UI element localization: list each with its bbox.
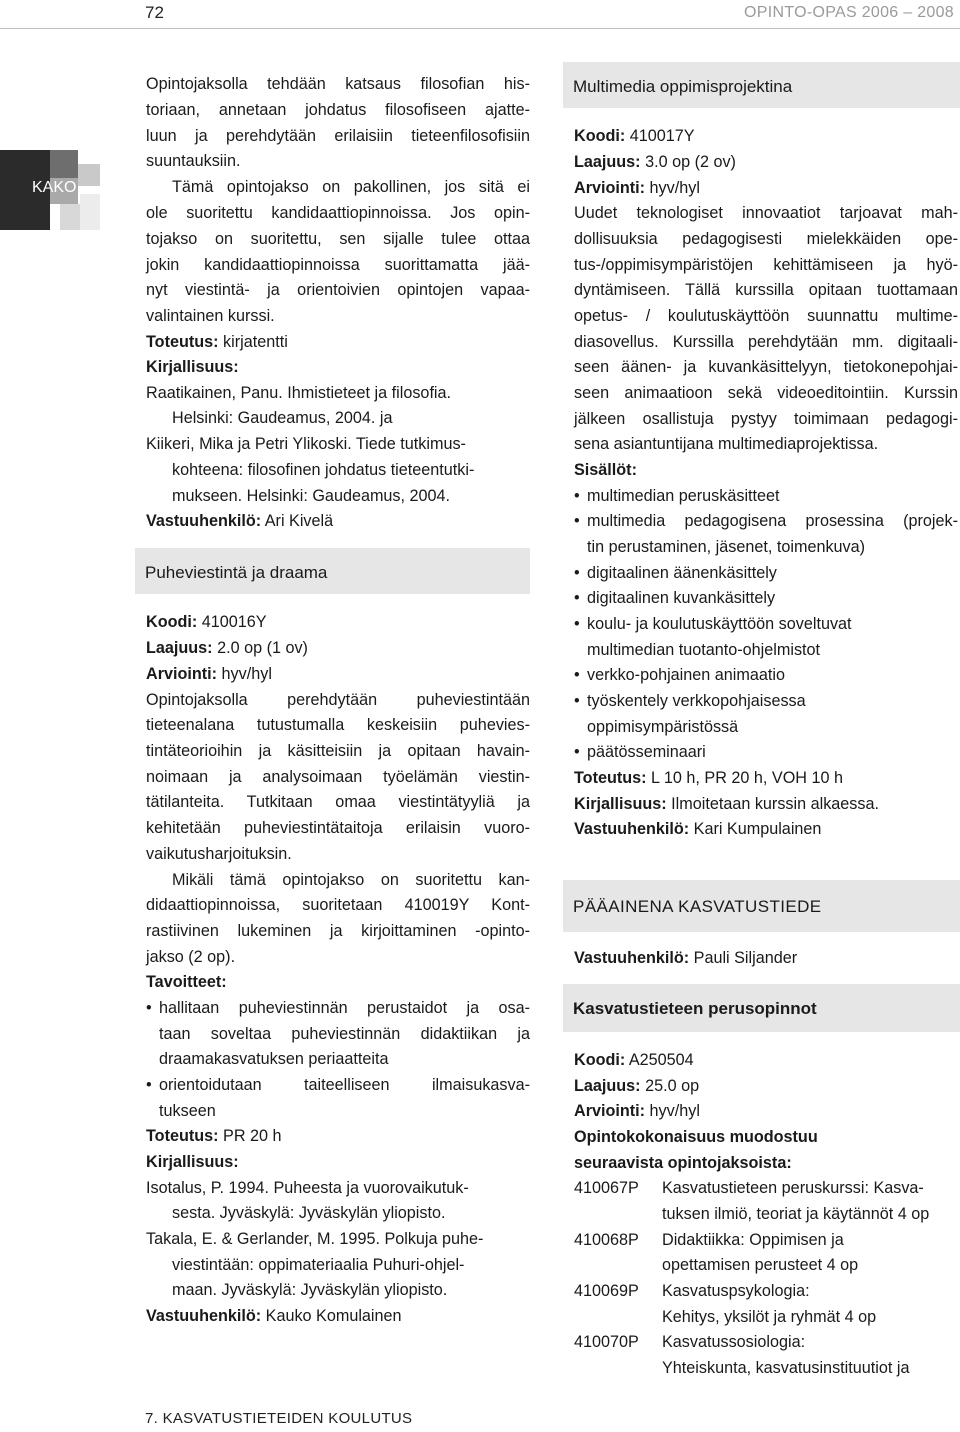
arviointi-value: hyv/hyl (221, 665, 272, 683)
tavoitteet-label: Tavoitteet: (146, 973, 227, 991)
description-line: Mikäli tämä opintojakso on suoritettu kan- (172, 871, 530, 889)
course-name: opettamisen perusteet 4 op (662, 1256, 859, 1274)
toteutus-label: Toteutus: (574, 769, 647, 787)
vastuuhenkilo-label: Vastuuhenkilö: (574, 949, 690, 967)
laajuus-row (574, 150, 736, 176)
description-line: rastiivinen lukeminen ja kirjoittaminen -opinto- (146, 922, 530, 940)
course-name: Didaktiikka: Oppimisen ja (662, 1231, 844, 1249)
intro-line: Opintojaksolla tehdään katsaus filosofian his- (146, 75, 530, 93)
kirjallisuus-value: Ilmoitetaan kurssin alkaessa. (671, 795, 879, 813)
toteutus-row (146, 1124, 282, 1150)
laajuus-label: Laajuus: (146, 639, 213, 657)
description-line: kehitetään puheviestintätaitoja erilaisin vuoro- (146, 819, 530, 837)
goal-line: draamakasvatuksen periaatteita (159, 1050, 389, 1068)
intro-line: Tämä opintojakso on pakollinen, jos sitä ei (172, 178, 530, 196)
koodi-value: 410017Y (629, 127, 695, 145)
koodi-label: Koodi: (146, 613, 198, 631)
vastuuhenkilo-row (146, 1304, 402, 1330)
description-line: vaikutusharjoituksin. (146, 845, 292, 863)
basic-studies-title: Kasvatustieteen perusopinnot (573, 999, 817, 1018)
content-item: • verkko-pohjainen animaatio (587, 663, 785, 689)
intro-line: suuntauksiin. (146, 152, 241, 170)
course-heading-bar (563, 62, 960, 108)
description-line: didaattiopinnoissa, suoritetaan 410019Y Kont- (146, 896, 530, 914)
major-title: PÄÄAINENA KASVATUSTIEDE (573, 897, 822, 916)
literature-line: viestintään: oppimateriaalia Puhuri-ohjel- (172, 1256, 465, 1274)
footer-chapter: 7. KASVATUSTIETEIDEN KOULUTUS (145, 1410, 413, 1427)
content-item: • multimedia pedagogisena prosessina (projek- (587, 509, 958, 535)
goal-line: tukseen (159, 1102, 216, 1120)
description-line: seen animaatioon sekä videoeditointiin. Kurssin (574, 384, 958, 402)
arviointi-label: Arviointi: (574, 179, 646, 197)
koodi-label: Koodi: (574, 127, 626, 145)
page-number: 72 (145, 3, 164, 22)
description-line: jakso (2 op). (146, 948, 236, 966)
vastuuhenkilo-label: Vastuuhenkilö: (574, 820, 690, 838)
koodi-value: 410016Y (201, 613, 267, 631)
literature-line: sesta. Jyväskylä: Jyväskylän yliopisto. (172, 1204, 446, 1222)
intro-line: toriaan, annetaan johdatus filosofiseen ajatte- (146, 101, 530, 119)
description-line: seen äänen- ja kuvankäsittelyyn, tietokonepohjai- (574, 358, 958, 376)
side-section-label: KAKO (32, 179, 77, 196)
intro-line: valintainen kurssi. (146, 307, 275, 325)
literature-line: mukseen. Helsinki: Gaudeamus, 2004. (172, 487, 451, 505)
literature-line: Kiikeri, Mika ja Petri Ylikoski. Tiede tutkimus- (146, 435, 466, 453)
arviointi-label: Arviointi: (574, 1102, 646, 1120)
course-name: Yhteiskunta, kasvatusinstituutiot ja (662, 1359, 910, 1377)
description-line: tieteenalana tutustumalla keskeisiin puhevies- (146, 716, 530, 734)
koodi-row (146, 610, 267, 636)
content-line: oppimisympäristössä (587, 718, 739, 736)
header-divider (0, 28, 960, 29)
course-code: 410067P (574, 1179, 639, 1197)
toteutus-value: kirjatentti (223, 333, 288, 351)
toteutus-value: L 10 h, PR 20 h, VOH 10 h (651, 769, 843, 787)
koodi-label: Koodi: (574, 1051, 626, 1069)
basic-studies-heading-bar (563, 984, 960, 1032)
arviointi-label: Arviointi: (146, 665, 218, 683)
course-name: Kasvatuspsykologia: (662, 1282, 810, 1300)
kirjallisuus-label: Kirjallisuus: (146, 1153, 239, 1171)
laajuus-value: 2.0 op (1 ov) (217, 639, 308, 657)
content-line: multimedian tuotanto-ohjelmistot (587, 641, 821, 659)
intro-line: tojakso on suoritettu, sen sijalle tulee ottaa (146, 230, 530, 248)
laajuus-label: Laajuus: (574, 153, 641, 171)
laajuus-value: 3.0 op (2 ov) (645, 153, 736, 171)
content-item: • koulu- ja koulutuskäyttöön soveltuvat (587, 612, 852, 638)
toteutus-value: PR 20 h (223, 1127, 282, 1145)
literature-line: maan. Jyväskylä: Jyväskylän yliopisto. (172, 1281, 448, 1299)
intro-line: jokin kandidaattiopinnoissa suorittamatta jää- (146, 256, 530, 274)
goal-item: • hallitaan puheviestinnän perustaidot ja osa- (159, 996, 530, 1022)
arviointi-row (146, 662, 272, 688)
description-line: noimaan ja analysoimaan työelämän viestin- (146, 768, 530, 786)
vastuuhenkilo-label: Vastuuhenkilö: (146, 512, 262, 530)
arviointi-row (574, 176, 700, 202)
course-name: tuksen ilmiö, teoriat ja käytännöt 4 op (662, 1205, 930, 1223)
literature-line: Helsinki: Gaudeamus, 2004. ja (172, 409, 393, 427)
arviointi-row (574, 1099, 700, 1125)
content-item: • multimedian peruskäsitteet (587, 484, 780, 510)
intro-line: ole suoritettu kandidaattiopinnoissa. Jos opin- (146, 204, 530, 222)
course-name: Kehitys, yksilöt ja ryhmät 4 op (662, 1308, 877, 1326)
toteutus-row (146, 330, 288, 356)
sisallot-label: Sisällöt: (574, 461, 637, 479)
intro-line: luun ja perehdytään erilaisiin tieteenfilosofisiin (146, 127, 530, 145)
description-line: sena asiantuntijana multimediaprojektissa. (574, 435, 879, 453)
vastuuhenkilo-row (574, 946, 797, 972)
content-item: • päätösseminaari (587, 740, 706, 766)
consists-heading: seuraavista opintojaksoista: (574, 1154, 792, 1172)
literature-line: Takala, E. & Gerlander, M. 1995. Polkuja puhe- (146, 1230, 484, 1248)
laajuus-label: Laajuus: (574, 1077, 641, 1095)
koodi-value: A250504 (628, 1051, 694, 1069)
arviointi-value: hyv/hyl (649, 1102, 700, 1120)
course-code: 410070P (574, 1333, 639, 1351)
consists-heading: Opintokokonaisuus muodostuu (574, 1128, 818, 1146)
toteutus-label: Toteutus: (146, 1127, 219, 1145)
toteutus-row (574, 766, 843, 792)
kirjallisuus-label: Kirjallisuus: (574, 795, 667, 813)
literature-line: Raatikainen, Panu. Ihmistieteet ja filosofia. (146, 384, 452, 402)
description-line: tätilanteita. Tutkitaan omaa viestintätyyliä ja (146, 793, 530, 811)
description-line: dollisuuksia pedagogisesti mielekkäiden ope- (574, 230, 958, 248)
arviointi-value: hyv/hyl (649, 179, 700, 197)
kirjallisuus-row (574, 792, 879, 818)
course-name: Kasvatussosiologia: (662, 1333, 806, 1351)
course-code: 410068P (574, 1231, 639, 1249)
course-name: Kasvatustieteen peruskurssi: Kasva- (662, 1179, 924, 1197)
vastuuhenkilo-row (146, 509, 333, 535)
koodi-row (574, 124, 695, 150)
description-line: tus-/oppimisympäristöjen kehittämiseen ja hyö- (574, 256, 958, 274)
description-line: Opintojaksolla perehdytään puheviestintään (146, 691, 530, 709)
koodi-row (574, 1048, 694, 1074)
goal-line: taan soveltaa puheviestinnän didaktiikan ja (159, 1025, 530, 1043)
toteutus-label: Toteutus: (146, 333, 219, 351)
laajuus-row (574, 1074, 699, 1100)
laajuus-row (146, 636, 308, 662)
vastuuhenkilo-value: Kari Kumpulainen (693, 820, 822, 838)
vastuuhenkilo-value: Pauli Siljander (693, 949, 798, 967)
vastuuhenkilo-row (574, 817, 821, 843)
course-title: Multimedia oppimisprojektina (573, 77, 793, 96)
running-header: OPINTO-OPAS 2006 – 2008 (744, 4, 954, 21)
description-line: opetus- / koulutuskäyttöön suunnattu multime- (574, 307, 958, 325)
literature-line: Isotalus, P. 1994. Puheesta ja vuorovaikutuk- (146, 1179, 469, 1197)
description-line: tintäteorioihin ja käsitteisiin ja opitaan havain- (146, 742, 530, 760)
intro-line: nyt viestintä- ja orientoivien opintojen vapaa- (146, 281, 530, 299)
content-item: • digitaalinen kuvankäsittely (587, 586, 775, 612)
description-line: Uudet teknologiset innovaatiot tarjoavat mah- (574, 204, 958, 222)
literature-line: kohteena: filosofinen johdatus tieteentutki- (172, 461, 475, 479)
course-heading-bar (135, 548, 530, 594)
goal-item: • orientoidutaan taiteelliseen ilmaisukasva- (159, 1073, 530, 1099)
content-item: • työskentely verkkopohjaisessa (587, 689, 806, 715)
description-line: diasovellus. Kurssilla perehdytään mm. digitaali- (574, 333, 958, 351)
vastuuhenkilo-label: Vastuuhenkilö: (146, 1307, 262, 1325)
vastuuhenkilo-value: Kauko Komulainen (265, 1307, 402, 1325)
major-heading-bar (563, 880, 960, 932)
vastuuhenkilo-value: Ari Kivelä (264, 512, 334, 530)
kirjallisuus-label: Kirjallisuus: (146, 358, 239, 376)
course-title: Puheviestintä ja draama (145, 563, 328, 582)
content-item: • digitaalinen äänenkäsittely (587, 561, 777, 587)
description-line: jälkeen osallistuja pystyy toimimaan pedagogi- (574, 410, 958, 428)
laajuus-value: 25.0 op (645, 1077, 700, 1095)
course-code: 410069P (574, 1282, 639, 1300)
content-line: tin perustaminen, jäsenet, toimenkuva) (587, 538, 866, 556)
description-line: dyntämiseen. Tällä kurssilla opitaan tuottamaan (574, 281, 958, 299)
